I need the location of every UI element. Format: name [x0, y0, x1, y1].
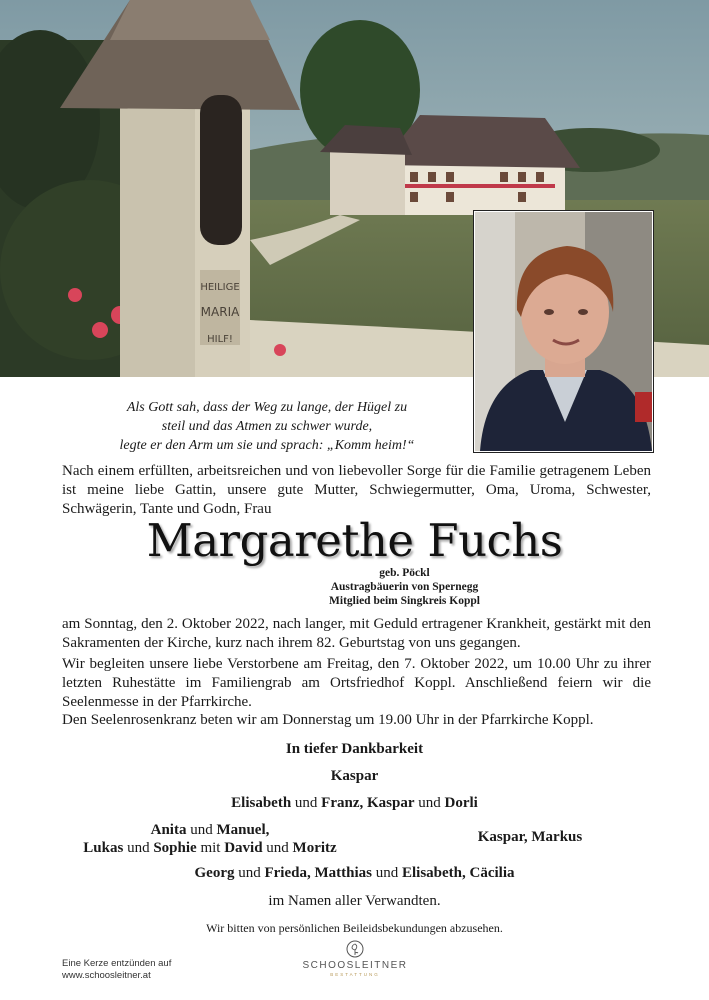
poem	[60, 398, 474, 455]
grandchild-name: Manuel,	[216, 822, 270, 838]
conjunction: mit	[200, 840, 221, 856]
sibling-name: Elisabeth,	[401, 865, 466, 881]
relatives-line: im Namen aller Verwandten.	[268, 893, 441, 909]
conjunction: und	[266, 840, 289, 856]
shrine-inscription-2: MARIA	[200, 305, 240, 319]
sibling-name: Matthias	[314, 865, 372, 881]
funeral-paragraph: Wir begleiten unsere liebe Verstorbene am Freitag, den 7. Oktober 2022, um 10.00 Uhr zu ihrer letzten Ruhestätte im Familiengrab am Ortsfriedhof Koppl. Anschließend feiern wir die Seelenmesse in der Pfarrkirche.	[62, 656, 651, 710]
grandchild-name: Anita	[150, 822, 187, 838]
gratitude-line: In tiefer Dankbarkeit	[285, 741, 424, 757]
sibling-name: Cäcilia	[469, 865, 515, 881]
deceased-name: Margarethe Fuchs	[146, 514, 563, 567]
shrine-inscription-3: HILF!	[207, 334, 233, 345]
funeral-home-logo	[300, 940, 410, 977]
birth-name: geb. Pöckl	[379, 567, 430, 579]
rose-icon	[346, 940, 364, 958]
shrine-inscription-1: HEILIGE	[200, 282, 240, 293]
deceased-details	[0, 566, 709, 608]
child-name: Dorli	[444, 795, 478, 811]
child-name: Elisabeth	[231, 795, 292, 811]
poem-line: steil und das Atmen zu schwer wurde,	[161, 419, 373, 434]
poem-line: Als Gott sah, dass der Weg zu lange, der Hügel zu	[126, 400, 408, 415]
condolence-request: Wir bitten von persönlichen Beileidsbekundungen abzusehen.	[206, 921, 503, 935]
candle-link-block	[62, 958, 171, 982]
conjunction: und	[375, 865, 399, 881]
intro-text: Nach einem erfüllten, arbeitsreichen und von liebevoller Sorge für die Familie getragenem Leben ist meine liebe Gattin, unsere gute Mutter, Schwiegermutter, Oma, Uroma, Schwester, Schwägerin, Tante und Godn, Frau	[62, 463, 651, 517]
children-line	[0, 794, 709, 813]
child-name: Franz,	[321, 795, 364, 811]
logo-name: SCHOOSLEITNER	[302, 960, 408, 971]
great-grandchild-name: David	[224, 840, 263, 856]
sibling-name: Georg	[194, 865, 235, 881]
great-grandchild-name: Moritz	[292, 840, 337, 856]
grandchildren-right: Kaspar, Markus	[477, 829, 583, 845]
conjunction: und	[418, 795, 441, 811]
grandchild-name: Sophie	[153, 840, 197, 856]
rosary-paragraph: Den Seelenrosenkranz beten wir am Donnerstag um 19.00 Uhr in der Pfarrkirche Koppl.	[62, 712, 594, 728]
siblings-line	[0, 864, 709, 883]
deceased-role: Austragbäuerin von Spernegg	[330, 581, 479, 593]
candle-text: Eine Kerze entzünden auf	[62, 958, 172, 969]
logo-tagline: BESTATTUNG	[330, 972, 380, 977]
poem-line: legte er den Arm um sie und sprach: „Komm heim!“	[119, 438, 415, 453]
sibling-name: Frieda,	[264, 865, 311, 881]
conjunction: und	[190, 822, 213, 838]
child-name: Kaspar	[367, 795, 415, 811]
deceased-membership: Mitglied beim Singkreis Koppl	[329, 595, 480, 607]
website-link[interactable]: www.schoosleitner.at	[62, 970, 151, 981]
grandchildren-left	[40, 821, 380, 857]
husband-name: Kaspar	[330, 768, 379, 784]
grandchild-name: Lukas	[83, 840, 124, 856]
death-paragraph: am Sonntag, den 2. Oktober 2022, nach langer, mit Geduld ertragener Krankheit, gestärkt mit den Sakramenten der Kirche, kurz nach ihrem 82. Geburtstag von uns gegangen.	[62, 616, 651, 651]
portrait-photo	[474, 211, 653, 452]
conjunction: und	[294, 795, 318, 811]
conjunction: und	[127, 840, 150, 856]
conjunction: und	[238, 865, 261, 881]
